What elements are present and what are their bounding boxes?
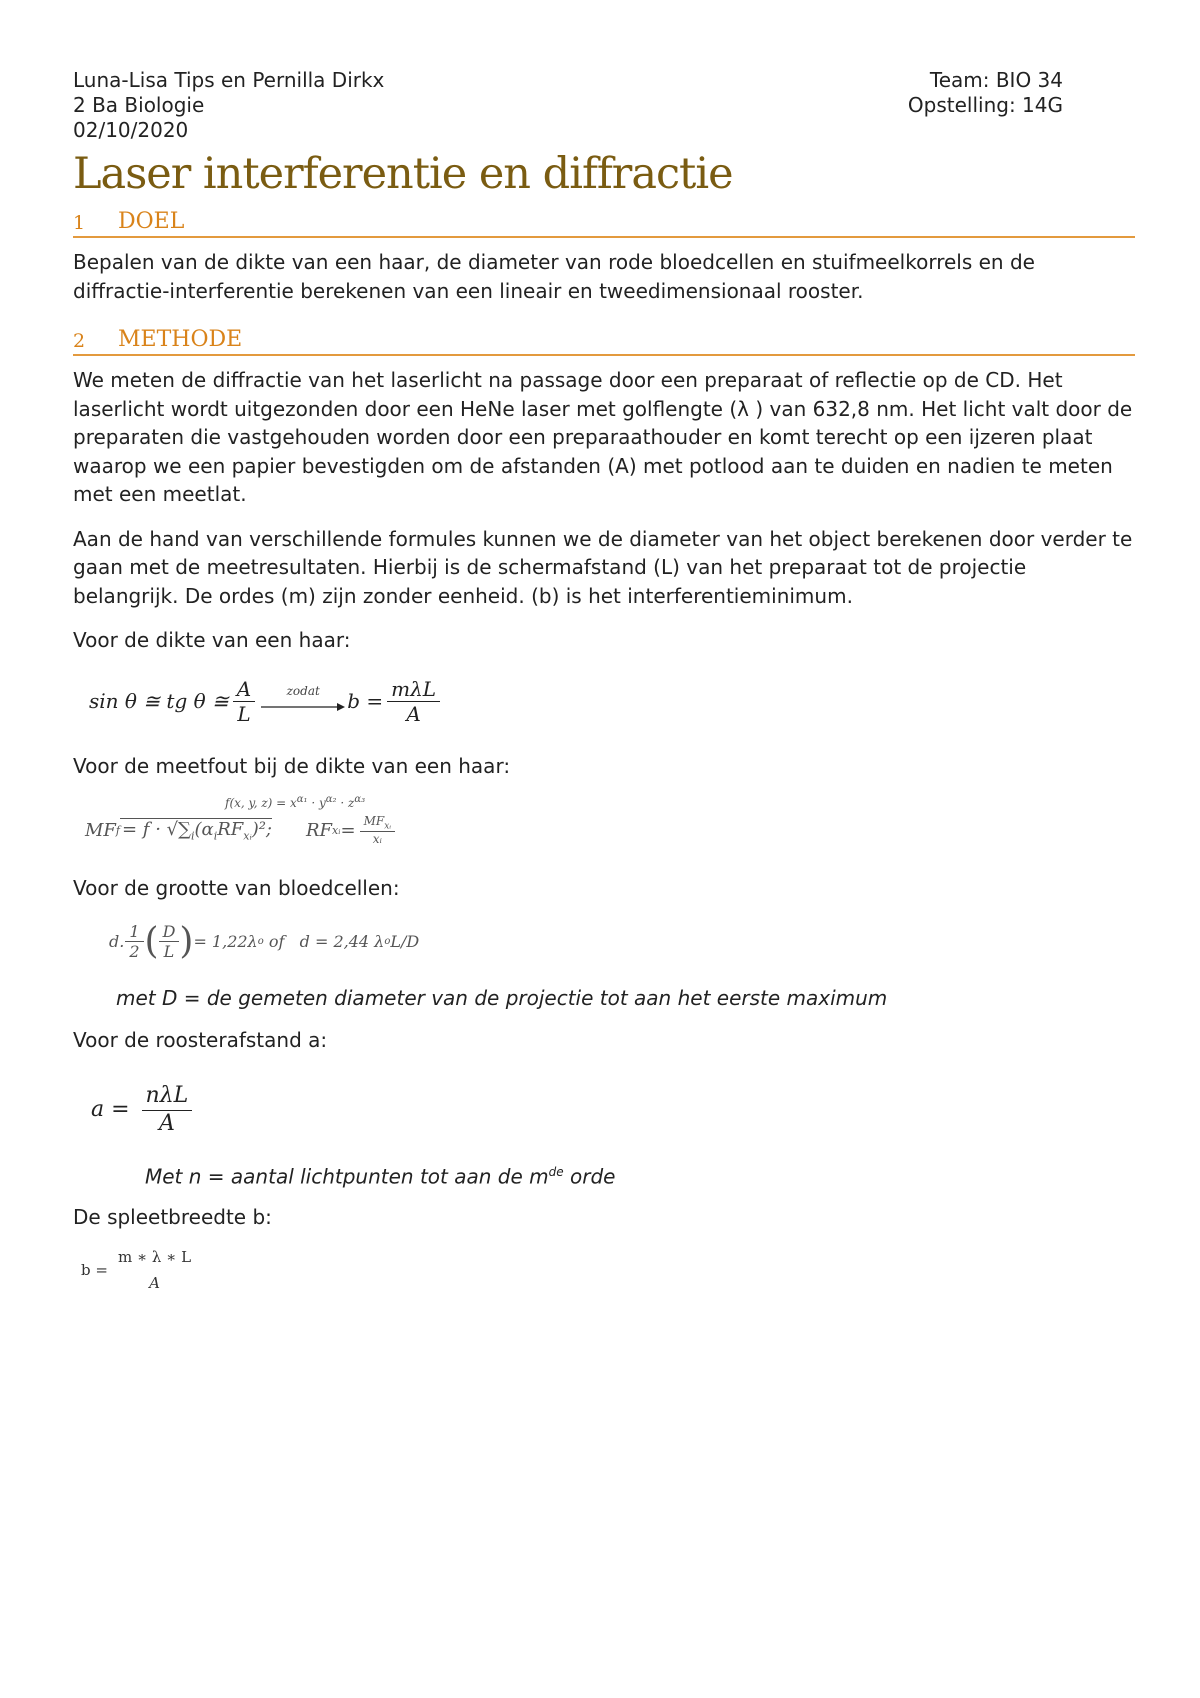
formula-text: b = [347,689,384,713]
formula-text: RF [217,818,244,840]
error-label: Voor de meetfout bij de dikte van een haar: [73,753,511,778]
formula-text: · z [336,796,355,810]
grating-note-text: orde [563,1164,616,1189]
header-row-2 [73,93,1135,118]
formula-text: m ∗ λ ∗ L [117,1247,192,1266]
header-row-1 [73,68,1135,93]
methode-paragraph-2: Aan de hand van verschillende formules kunnen we de diameter van het object berekenen door verder te gaan met de meetresultaten. Hierbij is de schermafstand (L) van het preparaat tot de projectie belangrijk. De ordes (m) zijn zonder eenheid. (b) is het interferentieminimum. [73,526,1133,608]
setup: Opstelling: 14G [907,93,1063,117]
doel-text: Bepalen van de dikte van een haar, de diameter van rode bloedcellen en stuifmeelkorrels en de diffractie-interferentie berekenen van een lineair en tweedimensionaal rooster. [73,250,1035,303]
formula-text: a = [91,1096,130,1122]
formula-text: = 1,22λ [193,931,258,951]
formula-fraction [142,1083,193,1136]
formula-text: i [213,829,218,843]
course: 2 Ba Biologie [73,93,205,117]
section-heading-methode [73,327,1135,356]
formula-text: xᵢ [332,823,341,837]
header-row-3 [73,118,1135,143]
formula-text: = [340,819,356,841]
formula-text: A [233,677,255,702]
arrow-icon [261,694,345,718]
formula-text: A [406,701,421,726]
formula-text: nλL [142,1083,193,1111]
formula-text: MF [85,819,116,841]
document-page [73,68,1135,1292]
formula-text: MF [363,814,385,828]
date: 02/10/2020 [73,118,189,142]
formula-blood-cells [109,921,1135,962]
formula-text: i [190,829,195,843]
formula-text: 2 [129,941,140,961]
paren-right-icon: ) [179,920,194,962]
formula-text: mλL [387,677,440,702]
formula-text: xᵢ [243,829,252,843]
section-title: DOEL [118,209,185,234]
formula-text: (α [194,818,214,840]
formula-text: b = [81,1260,108,1279]
formula-error [85,814,1135,846]
formula-fraction [116,1248,193,1292]
formula-text: A [158,1110,175,1136]
formula-text: α₂ [325,794,337,805]
grating-note [145,1158,1135,1191]
blood-note: met D = de gemeten diameter van de projectie tot aan het eerste maximum [116,985,888,1010]
formula-text: · y [307,796,326,810]
methode-paragraph-1: We meten de diffractie van het laserlicht na passage door een preparaat of reflectie op de CD. Het laserlicht wordt uitgezonden door een HeNe laser met golflengte (λ ) van 632,8 nm. Het licht valt door de preparaten die vastgehouden worden door een preparaathouder en komt terecht op een ijzeren plaat waarop we een papier bevestigden om de afstanden (A) met potlood aan te duiden en nadien te meten met een meetlat. [73,368,1133,506]
arrow-label: zodat [286,684,320,698]
formula-text: α₃ [354,794,366,805]
formula-text: o [384,935,391,947]
formula-text: L/D [390,931,420,951]
formula-text: α₁ [296,794,308,805]
formula-grating [91,1083,1135,1136]
section-title: METHODE [118,327,243,352]
grating-note-text: Met n = aantal lichtpunten tot aan de m [145,1164,549,1189]
formula-text: f(x, y, z) = x [225,796,297,810]
formula-text: sin θ ≅ tg θ ≅ [89,689,229,713]
formula-hair-thickness [89,677,1135,726]
formula-text: d. [109,931,125,951]
formula-slit [81,1248,1135,1292]
formula-text: D [159,922,180,942]
formula-text: A [149,1273,160,1292]
formula-text: f [115,823,120,837]
formula-arrow [261,684,345,718]
section-number: 1 [73,212,86,234]
formula-text: = f · √ [122,818,179,840]
formula-error-top [225,794,1135,810]
formula-text: xᵢ [372,832,382,847]
formula-fraction [233,677,255,726]
section-number: 2 [73,330,86,352]
formula-fraction [387,677,440,726]
formula-text: of d = 2,44 λ [263,931,385,951]
formula-text: )²; [251,818,272,840]
formula-fraction [360,814,396,846]
formula-text: L [163,941,175,961]
page-title: Laser interferentie en diffractie [73,149,733,199]
formula-text: o [257,935,264,947]
hair-label: Voor de dikte van een haar: [73,628,351,652]
grating-note-sup: de [548,1164,564,1179]
formula-root [120,818,272,843]
formula-text: RF [306,819,333,841]
paren-left-icon: ( [144,920,159,962]
formula-fraction [125,922,143,961]
formula-text: xᵢ [384,821,392,832]
formula-text: L [237,701,251,726]
grating-label: Voor de roosterafstand a: [73,1028,328,1053]
authors: Luna-Lisa Tips en Pernilla Dirkx [73,68,385,92]
formula-fraction [159,922,180,961]
team: Team: BIO 34 [929,68,1063,92]
blood-label: Voor de grootte van bloedcellen: [73,876,400,901]
formula-text: ∑ [178,818,191,840]
slit-label: De spleetbreedte b: [73,1205,272,1230]
formula-text: 1 [125,922,143,942]
section-heading-doel [73,209,1135,238]
